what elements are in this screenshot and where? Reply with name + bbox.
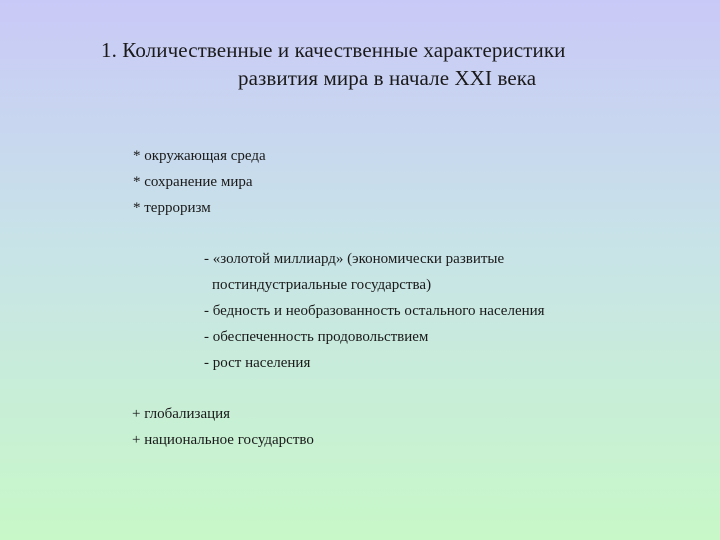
- development-issues-list: [204, 246, 545, 376]
- trends-list: [132, 401, 314, 453]
- title-line-1: 1. Количественные и качественные характеристики: [101, 38, 566, 62]
- list-item-peace: * сохранение мира: [133, 174, 253, 190]
- title-line-2: развития мира в начале XXI века: [238, 66, 537, 90]
- list-item-national-state: + национальное государство: [132, 432, 314, 448]
- list-item-golden-billion-continued: постиндустриальные государства): [212, 277, 432, 293]
- list-item-terrorism: * терроризм: [133, 200, 211, 216]
- list-item-globalization: + глобализация: [132, 406, 231, 422]
- list-item-golden-billion: - «золотой миллиард» (экономически развитые: [204, 251, 505, 267]
- list-item-population-growth: - рост населения: [204, 355, 311, 371]
- global-issues-list: [133, 143, 266, 221]
- list-item-environment: * окружающая среда: [133, 148, 266, 164]
- list-item-poverty: - бедность и необразованность остального населения: [204, 303, 545, 319]
- list-item-food-supply: - обеспеченность продовольствием: [204, 329, 429, 345]
